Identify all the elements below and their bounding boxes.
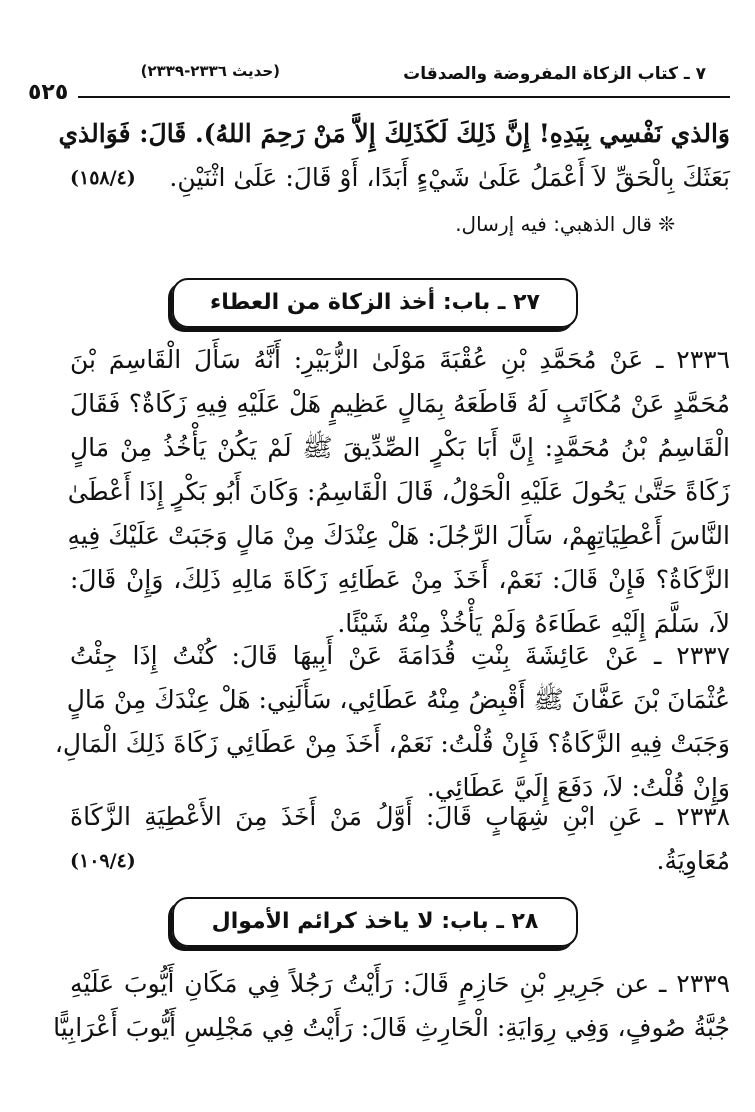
hadith-2336 [67,338,730,646]
chapter-heading-27: ٢٧ ـ باب: أخذ الزكاة من العطاء [172,278,578,328]
hadith-line: وَإِنْ قُلْتُ: لاَ، دَفَعَ إِلَيَّ عَطَائِي. [426,773,730,802]
hadith-line: وَجَبَتْ فِيهِ الزَّكَاةُ؟ فَإِنْ قُلْتُ: نَعَمْ، أَخَذَ مِنْ عَطَائِي زَكَاةَ ذَلِكَ الْمَالِ، [54,729,730,758]
hadith-2337 [54,634,730,810]
intro-line-2-text: بَعَثَكَ بِالْحَقِّ لاَ أَعْمَلُ عَلَىٰ شَيْءٍ أَبَدًا، أَوْ قَالَ: عَلَىٰ اثْنَيْنِ. [169,163,730,192]
hadith-line: الْقَاسِمُ بْنُ مُحَمَّدٍ: إِنَّ أَبَا بَكْرٍ الصِّدِّيقَ ﷺ لَمْ يَكُنْ يَأْخُذُ مِنْ مَالٍ [70,433,730,462]
hadith-line: عُثْمَانَ بْنَ عَفَّانَ ﷺ أَقْبِضُ مِنْهُ عَطَائِي، سَأَلَنِي: هَلْ عِنْدَكَ مِنْ مَالٍ [66,685,730,714]
page-header [20,58,730,105]
hadith-line: ٢٣٣٩ ـ عن جَرِيرِ بْنِ حَازِمٍ قَالَ: رَأَيْتُ رَجُلاً فِي مَكَانِ أَيُّوبَ عَلَيْهِ [70,969,730,998]
hadith-line: ٢٣٣٨ ـ عَنِ ابْنِ شِهَابٍ قَالَ: أَوَّلُ مَنْ أَخَذَ مِنَ الأَعْطِيَةِ الزَّكَاةَ [70,802,730,831]
page-number: ٥٢٥ [28,80,69,105]
hadith-line: ٢٣٣٧ ـ عَنْ عَائِشَةَ بِنْتِ قُدَامَةَ عَنْ أَبِيهَا قَالَ: كُنْتُ إِذَا جِئْتُ [70,641,730,670]
intro-line-2 [70,156,730,200]
hadith-line: مُحَمَّدٍ عَنْ مُكَاتَبٍ لَهُ قَاطَعَهُ بِمَالٍ عَظِيمٍ هَلْ عَلَيْهِ فِيهِ زَكَاةٌ؟ فَقَالَ [70,389,730,418]
hadith-line: الزَّكَاةُ؟ فَإِنْ قَالَ: نَعَمْ، أَخَذَ مِنْ عَطَائِهِ زَكَاةَ مَالِهِ ذَلِكَ، وَإِنْ قَالَ: [70,565,730,594]
dhahabi-note: ❊ قال الذهبي: فيه إرسال. [455,212,675,236]
chapter-heading-28: ٢٨ ـ باب: لا ياخذ كرائم الأموال [172,897,578,947]
header-rule [78,96,730,98]
hadith-line: لاَ، سَلَّمَ إِلَيْهِ عَطَاءَهُ وَلَمْ يَأْخُذْ مِنْهُ شَيْئًا. [337,609,730,638]
reference-citation: (١٠٩/٤) [70,850,136,872]
intro-text [58,112,730,200]
intro-line-1: وَالذي نَفْسِي بِيَدِهِ! إِنَّ ذَلِكَ لَكَذَلِكَ إِلاَّ مَنْ رَحِمَ اللهُ). قَالَ: فَوَالذي [58,119,730,148]
hadith-line: زَكَاةً حَتَّىٰ يَحُولَ عَلَيْهِ الْحَوْلُ، قَالَ الْقَاسِمُ: وَكَانَ أَبُو بَكْرٍ إِذَا أَعْطَىٰ [67,477,730,506]
hadith-2338 [70,795,730,883]
hadith-line-text: مُعَاوِيَةُ. [656,846,730,875]
hadith-range: (حديث ٢٣٣٦-٢٣٣٩) [140,62,280,80]
hadith-line: جُبَّةُ صُوفٍ، وَفِي رِوَايَةِ: الْحَارِثِ قَالَ: رَأَيْتُ فِي مَجْلِسِ أَيُّوبَ أَعْرَابِيًّا [53,1013,730,1042]
reference-citation: (١٥٨/٤) [70,167,136,189]
hadith-line [70,839,730,883]
hadith-line: ٢٣٣٦ ـ عَنْ مُحَمَّدِ بْنِ عُقْبَةَ مَوْلَىٰ الزُّبَيْرِ: أَنَّهُ سَأَلَ الْقَاسِمَ بْنَ [70,345,730,374]
chapter-title: ٧ ـ كتاب الزكاة المفروضة والصدقات [403,64,706,84]
hadith-2339 [53,962,730,1050]
hadith-line: النَّاسَ أَعْطِيَاتِهِمْ، سَأَلَ الرَّجُلَ: هَلْ عِنْدَكَ مِنْ مَالٍ وَجَبَتْ عَلَيْكَ فِيهِ [67,521,730,550]
